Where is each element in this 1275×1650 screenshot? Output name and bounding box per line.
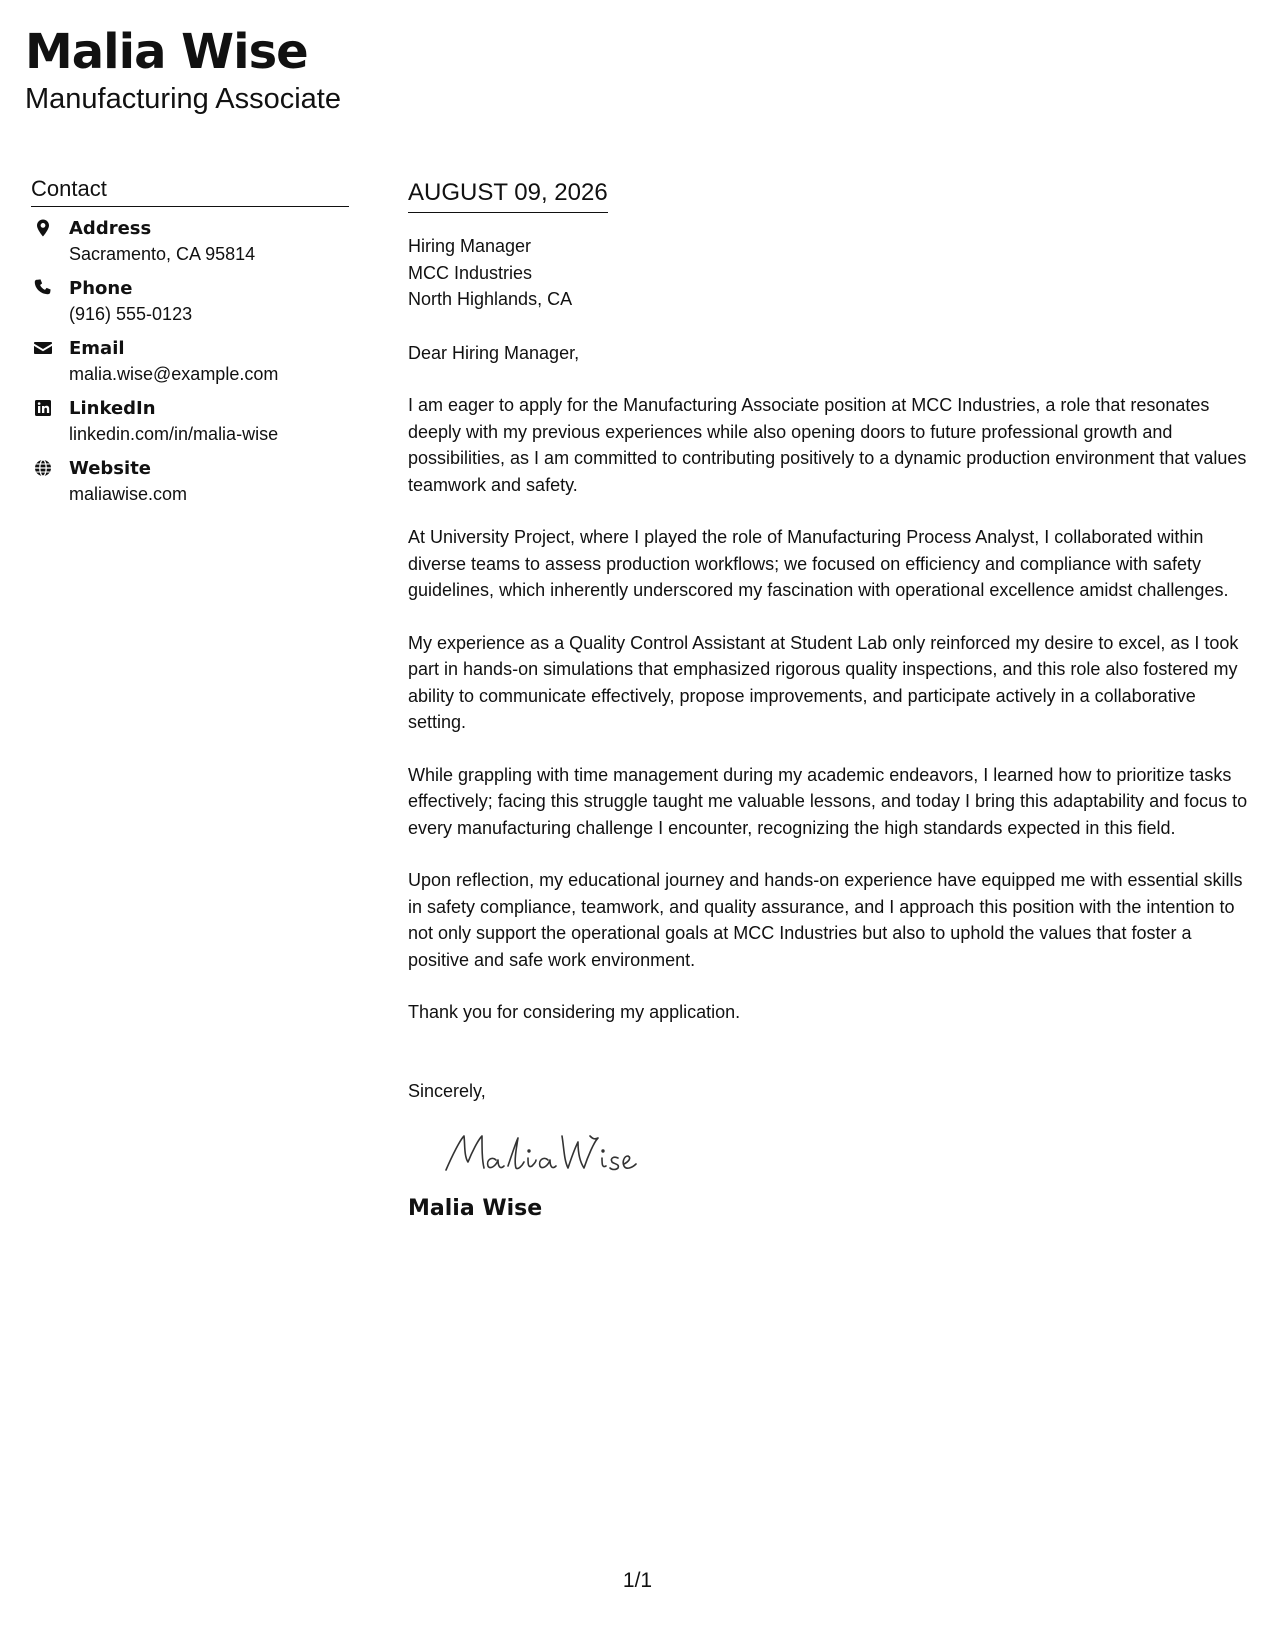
page-number: 1/1 <box>622 1569 653 1592</box>
resume-header <box>25 22 341 116</box>
linkedin-value: linkedin.com/in/malia-wise <box>69 424 279 444</box>
linkedin-icon <box>33 398 53 418</box>
contact-label: Address <box>69 218 152 239</box>
salutation: Dear Hiring Manager, <box>408 342 580 363</box>
signer-name: Malia Wise <box>408 1196 543 1221</box>
letter-date: AUGUST 09, 2026 <box>408 176 608 213</box>
paragraph: While grappling with time management during my academic endeavors, I learned how to prioritize tasks effectively; facing this struggle taught me valuable lessons, and today I bring this adaptability and focus to every manufacturing challenge I encounter, recognizing the high standards expected in this field. <box>408 764 1248 838</box>
contact-item-linkedin <box>31 397 351 457</box>
phone-value: (916) 555-0123 <box>69 304 193 324</box>
paragraph: I am eager to apply for the Manufacturing Associate position at MCC Industries, a role that resonates deeply with my previous experiences while also opening doors to future professional growth and possibilities, as I am committed to contributing positively to a dynamic production environment that values teamwork and safety. <box>408 395 1247 495</box>
website-value: maliawise.com <box>69 484 188 504</box>
paragraph: Upon reflection, my educational journey and hands-on experience have equipped me with essential skills in safety compliance, teamwork, and quality assurance, and I approach this position with the intention to not only support the operational goals at MCC Industries but also to uphold the values that foster a positive and safe work environment. <box>408 870 1243 970</box>
handwritten-signature <box>438 1126 638 1180</box>
email-value: malia.wise@example.com <box>69 364 279 384</box>
closing: Sincerely, <box>408 1080 486 1101</box>
envelope-icon <box>33 338 53 358</box>
recipient-company: MCC Industries <box>408 262 533 283</box>
recipient-block <box>408 233 1248 313</box>
contact-label: Website <box>69 458 152 479</box>
contact-heading: Contact <box>31 174 349 207</box>
job-title: Manufacturing Associate <box>25 83 341 115</box>
contact-item-phone <box>31 277 351 337</box>
paragraph: Thank you for considering my application. <box>408 1002 741 1022</box>
contact-item-website <box>31 457 351 517</box>
phone-icon <box>33 278 53 298</box>
globe-icon <box>33 458 53 478</box>
contact-item-address <box>31 217 351 277</box>
recipient-name: Hiring Manager <box>408 236 532 256</box>
contact-label: LinkedIn <box>69 398 156 419</box>
applicant-name: Malia Wise <box>25 24 308 80</box>
paragraph: At University Project, where I played the role of Manufacturing Process Analyst, I collaborated within diverse teams to assess production workflows; we focused on efficiency and compliance with safety guidelines, which inherently underscored my fascination with operational excellence amidst challenges. <box>408 527 1229 600</box>
address-value: Sacramento, CA 95814 <box>69 244 256 264</box>
cover-letter-body <box>408 176 1248 1224</box>
recipient-location: North Highlands, CA <box>408 289 573 309</box>
contact-sidebar <box>31 174 351 517</box>
map-pin-icon <box>33 218 53 238</box>
paragraph: My experience as a Quality Control Assistant at Student Lab only reinforced my desire to excel, as I took part in hands-on simulations that emphasized rigorous quality inspections, and this role also fostered my ability to communicate effectively, propose improvements, and participate actively in a collaborative setting. <box>408 632 1239 732</box>
contact-item-email <box>31 337 351 397</box>
contact-label: Email <box>69 338 125 359</box>
contact-label: Phone <box>69 278 133 299</box>
